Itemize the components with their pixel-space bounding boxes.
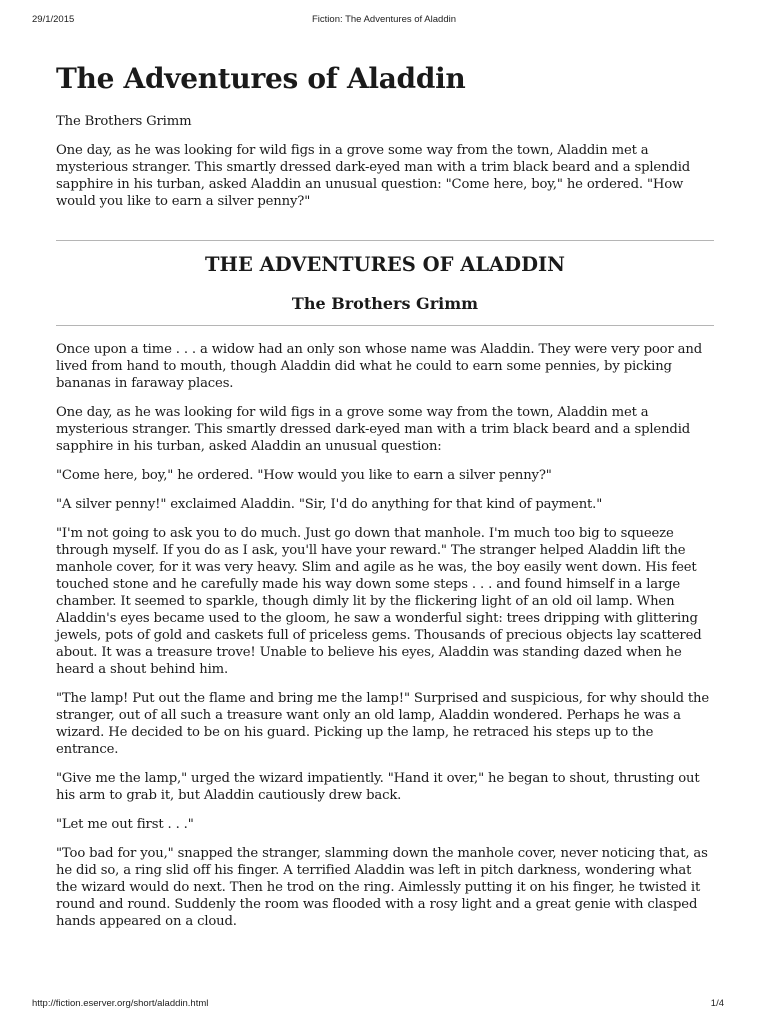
story-paragraph: "A silver penny!" exclaimed Aladdin. "Sir, I'd do anything for that kind of payment." [56, 497, 603, 512]
story-paragraph: "Give me the lamp," urged the wizard impatiently. "Hand it over," he began to shout, thrusting out his arm to grab it, but Aladdin cautiously drew back. [56, 771, 700, 803]
story-author: The Brothers Grimm [291, 294, 479, 313]
document-content [56, 62, 714, 942]
story-paragraph: "Let me out first . . ." [56, 817, 194, 832]
page-title: The Adventures of Aladdin [56, 62, 466, 95]
divider-top [56, 240, 714, 241]
story-paragraph: "Come here, boy," he ordered. "How would you like to earn a silver penny?" [56, 468, 552, 483]
print-date: 29/1/2015 [32, 14, 75, 25]
story-paragraph: "Too bad for you," snapped the stranger, slamming down the manhole cover, never noticing that, as he did so, a ring slid off his finger. A terrified Aladdin was left in pitch darkness, wondering what the wizard would do next. Then he trod on the ring. Aimlessly putting it on his finger, he twisted it round and round. Suddenly the room was flooded with a rosy light and a great genie with clasped hands appeared on a cloud. [56, 846, 708, 929]
print-url: http://fiction.eserver.org/short/aladdin.html [32, 998, 209, 1009]
print-page-title: Fiction: The Adventures of Aladdin [312, 14, 456, 25]
story-paragraph: Once upon a time . . . a widow had an only son whose name was Aladdin. They were very poor and lived from hand to mouth, though Aladdin did what he could to earn some pennies, by picking bananas in faraway places. [56, 342, 702, 391]
story-paragraph: One day, as he was looking for wild figs in a grove some way from the town, Aladdin met a mysterious stranger. This smartly dressed dark-eyed man with a trim black beard and a splendid sapphire in his turban, asked Aladdin an unusual question: [56, 405, 691, 454]
print-footer [32, 998, 736, 1012]
divider-bottom [56, 325, 714, 326]
print-header [32, 14, 736, 28]
intro-summary: One day, as he was looking for wild figs in a grove some way from the town, Aladdin met a mysterious stranger. This smartly dressed dark-eyed man with a trim black beard and a splendid sapphire in his turban, asked Aladdin an unusual question: "Come here, boy," he ordered. "How would you like to earn a silver penny?" [56, 143, 691, 209]
intro-author: The Brothers Grimm [56, 114, 192, 129]
story-paragraph: "The lamp! Put out the flame and bring me the lamp!" Surprised and suspicious, for why should the stranger, out of all such a treasure want only an old lamp, Aladdin wondered. Perhaps he was a wizard. He decided to be on his guard. Picking up the lamp, he retraced his steps up to the entrance. [56, 691, 710, 757]
story-paragraph: "I'm not going to ask you to do much. Just go down that manhole. I'm much too big to squeeze through myself. If you do as I ask, you'll have your reward." The stranger helped Aladdin lift the manhole cover, for it was very heavy. Slim and agile as he was, the boy easily went down. His feet touched stone and he carefully made his way down some steps . . . and found himself in a large chamber. It seemed to sparkle, though dimly lit by the flickering light of an old oil lamp. When Aladdin's eyes became used to the gloom, he saw a wonderful sight: trees dripping with glittering jewels, pots of gold and caskets full of priceless gems. Thousands of precious objects lay scattered about. It was a treasure trove! Unable to believe his eyes, Aladdin was standing dazed when he heard a shout behind him. [56, 526, 702, 677]
story-title: THE ADVENTURES OF ALADDIN [205, 253, 565, 276]
page-number: 1/4 [710, 998, 724, 1009]
